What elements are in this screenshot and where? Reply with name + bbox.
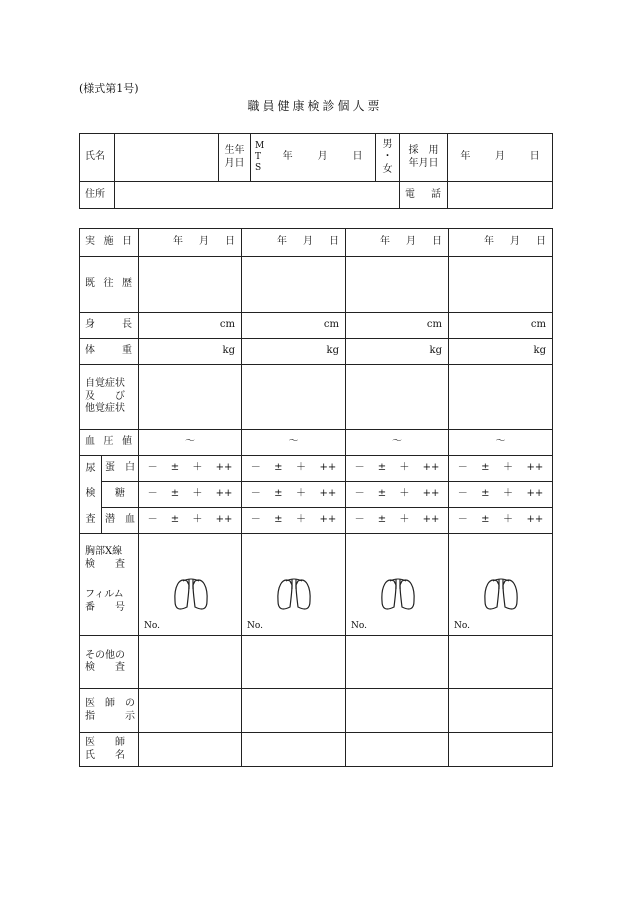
exam-date-field[interactable]: 年 月 日 bbox=[346, 229, 449, 257]
urine-protein-marks[interactable]: － ± ＋ ++ bbox=[139, 456, 242, 482]
weight-field[interactable]: kg bbox=[346, 339, 449, 365]
hire-date-field[interactable]: 年 月 日 bbox=[448, 134, 553, 182]
doctor-instructions-label: 医 師 の 指 示 bbox=[80, 689, 139, 733]
address-field[interactable] bbox=[115, 182, 400, 209]
history-field[interactable] bbox=[139, 257, 242, 313]
weight-field[interactable]: kg bbox=[242, 339, 346, 365]
urine-sugar-label: 糖 bbox=[102, 482, 139, 508]
symptoms-label: 自覚症状 及 び 他覚症状 bbox=[80, 365, 139, 430]
weight-label: 体 重 bbox=[80, 339, 139, 365]
urine-protein-marks[interactable]: － ± ＋ ++ bbox=[346, 456, 449, 482]
phone-label: 電 話 bbox=[400, 182, 448, 209]
other-tests-label: その他の 検 査 bbox=[80, 636, 139, 689]
history-field[interactable] bbox=[449, 257, 553, 313]
history-field[interactable] bbox=[242, 257, 346, 313]
urine-occult-blood-marks[interactable]: － ± ＋ ++ bbox=[449, 508, 553, 534]
lung-icon bbox=[272, 571, 316, 615]
form-number: (様式第1号) bbox=[79, 82, 139, 95]
address-label: 住所 bbox=[80, 182, 115, 209]
urine-protein-label: 蛋 白 bbox=[102, 456, 139, 482]
height-field[interactable]: cm bbox=[449, 313, 553, 339]
chest-xray-field[interactable] bbox=[449, 534, 553, 636]
urine-sugar-marks[interactable]: － ± ＋ ++ bbox=[449, 482, 553, 508]
doctor-instructions-field[interactable] bbox=[449, 689, 553, 733]
exam-record-table bbox=[79, 228, 553, 767]
urine-occult-blood-marks[interactable]: － ± ＋ ++ bbox=[139, 508, 242, 534]
exam-date-field[interactable]: 年 月 日 bbox=[449, 229, 553, 257]
name-label: 氏名 bbox=[80, 134, 115, 182]
doctor-name-field[interactable] bbox=[449, 733, 553, 767]
blood-pressure-field[interactable]: ～ bbox=[139, 430, 242, 456]
weight-field[interactable]: kg bbox=[449, 339, 553, 365]
lung-icon bbox=[169, 571, 213, 615]
other-tests-field[interactable] bbox=[242, 636, 346, 689]
urine-protein-marks[interactable]: － ± ＋ ++ bbox=[449, 456, 553, 482]
era-t: T bbox=[255, 151, 262, 162]
doctor-name-field[interactable] bbox=[242, 733, 346, 767]
blood-pressure-field[interactable]: ～ bbox=[346, 430, 449, 456]
weight-field[interactable]: kg bbox=[139, 339, 242, 365]
symptoms-field[interactable] bbox=[449, 365, 553, 430]
urine-sugar-marks[interactable]: － ± ＋ ++ bbox=[346, 482, 449, 508]
other-tests-field[interactable] bbox=[139, 636, 242, 689]
doctor-name-field[interactable] bbox=[346, 733, 449, 767]
chest-xray-field[interactable] bbox=[242, 534, 346, 636]
film-number: No. bbox=[144, 620, 160, 631]
doctor-name-label: 医 師 氏 名 bbox=[80, 733, 139, 767]
urine-sugar-marks[interactable]: － ± ＋ ++ bbox=[139, 482, 242, 508]
height-field[interactable]: cm bbox=[346, 313, 449, 339]
blood-pressure-field[interactable]: ～ bbox=[449, 430, 553, 456]
era-s: S bbox=[255, 163, 262, 174]
blood-pressure-label: 血 圧 値 bbox=[80, 430, 139, 456]
urine-sugar-marks[interactable]: － ± ＋ ++ bbox=[242, 482, 346, 508]
doctor-name-field[interactable] bbox=[139, 733, 242, 767]
chest-xray-label: 胸部X線 検 査 フィルム 番 号 bbox=[80, 534, 139, 636]
height-label: 身 長 bbox=[80, 313, 139, 339]
height-field[interactable]: cm bbox=[139, 313, 242, 339]
chest-xray-field[interactable] bbox=[139, 534, 242, 636]
chest-xray-field[interactable] bbox=[346, 534, 449, 636]
phone-field[interactable] bbox=[448, 182, 553, 209]
film-number: No. bbox=[454, 620, 470, 631]
film-number: No. bbox=[351, 620, 367, 631]
lung-icon bbox=[479, 571, 523, 615]
urine-protein-marks[interactable]: － ± ＋ ++ bbox=[242, 456, 346, 482]
height-field[interactable]: cm bbox=[242, 313, 346, 339]
history-label: 既 往 歴 bbox=[80, 257, 139, 313]
other-tests-field[interactable] bbox=[346, 636, 449, 689]
symptoms-field[interactable] bbox=[346, 365, 449, 430]
other-tests-field[interactable] bbox=[449, 636, 553, 689]
doctor-instructions-field[interactable] bbox=[242, 689, 346, 733]
name-field[interactable] bbox=[115, 134, 219, 182]
urine-occult-blood-label: 潜 血 bbox=[102, 508, 139, 534]
sex-selector[interactable]: 男 ・ 女 bbox=[376, 134, 400, 182]
film-number: No. bbox=[247, 620, 263, 631]
blood-pressure-field[interactable]: ～ bbox=[242, 430, 346, 456]
era-m: M bbox=[255, 140, 265, 151]
symptoms-field[interactable] bbox=[139, 365, 242, 430]
birth-date-field[interactable]: M T S 年 月 日 bbox=[251, 134, 376, 182]
hire-date-label: 採 用 年月日 bbox=[400, 134, 448, 182]
page-title: 職員健康検診個人票 bbox=[247, 99, 383, 113]
symptoms-field[interactable] bbox=[242, 365, 346, 430]
exam-date-field[interactable]: 年 月 日 bbox=[242, 229, 346, 257]
doctor-instructions-field[interactable] bbox=[346, 689, 449, 733]
urine-occult-blood-marks[interactable]: － ± ＋ ++ bbox=[242, 508, 346, 534]
urine-test-label: 尿 検 査 bbox=[80, 456, 102, 534]
birth-date-label: 生年 月日 bbox=[219, 134, 251, 182]
personal-info-table bbox=[79, 133, 553, 209]
exam-date-field[interactable]: 年 月 日 bbox=[139, 229, 242, 257]
history-field[interactable] bbox=[346, 257, 449, 313]
lung-icon bbox=[376, 571, 420, 615]
exam-date-label: 実 施 日 bbox=[80, 229, 139, 257]
doctor-instructions-field[interactable] bbox=[139, 689, 242, 733]
urine-occult-blood-marks[interactable]: － ± ＋ ++ bbox=[346, 508, 449, 534]
